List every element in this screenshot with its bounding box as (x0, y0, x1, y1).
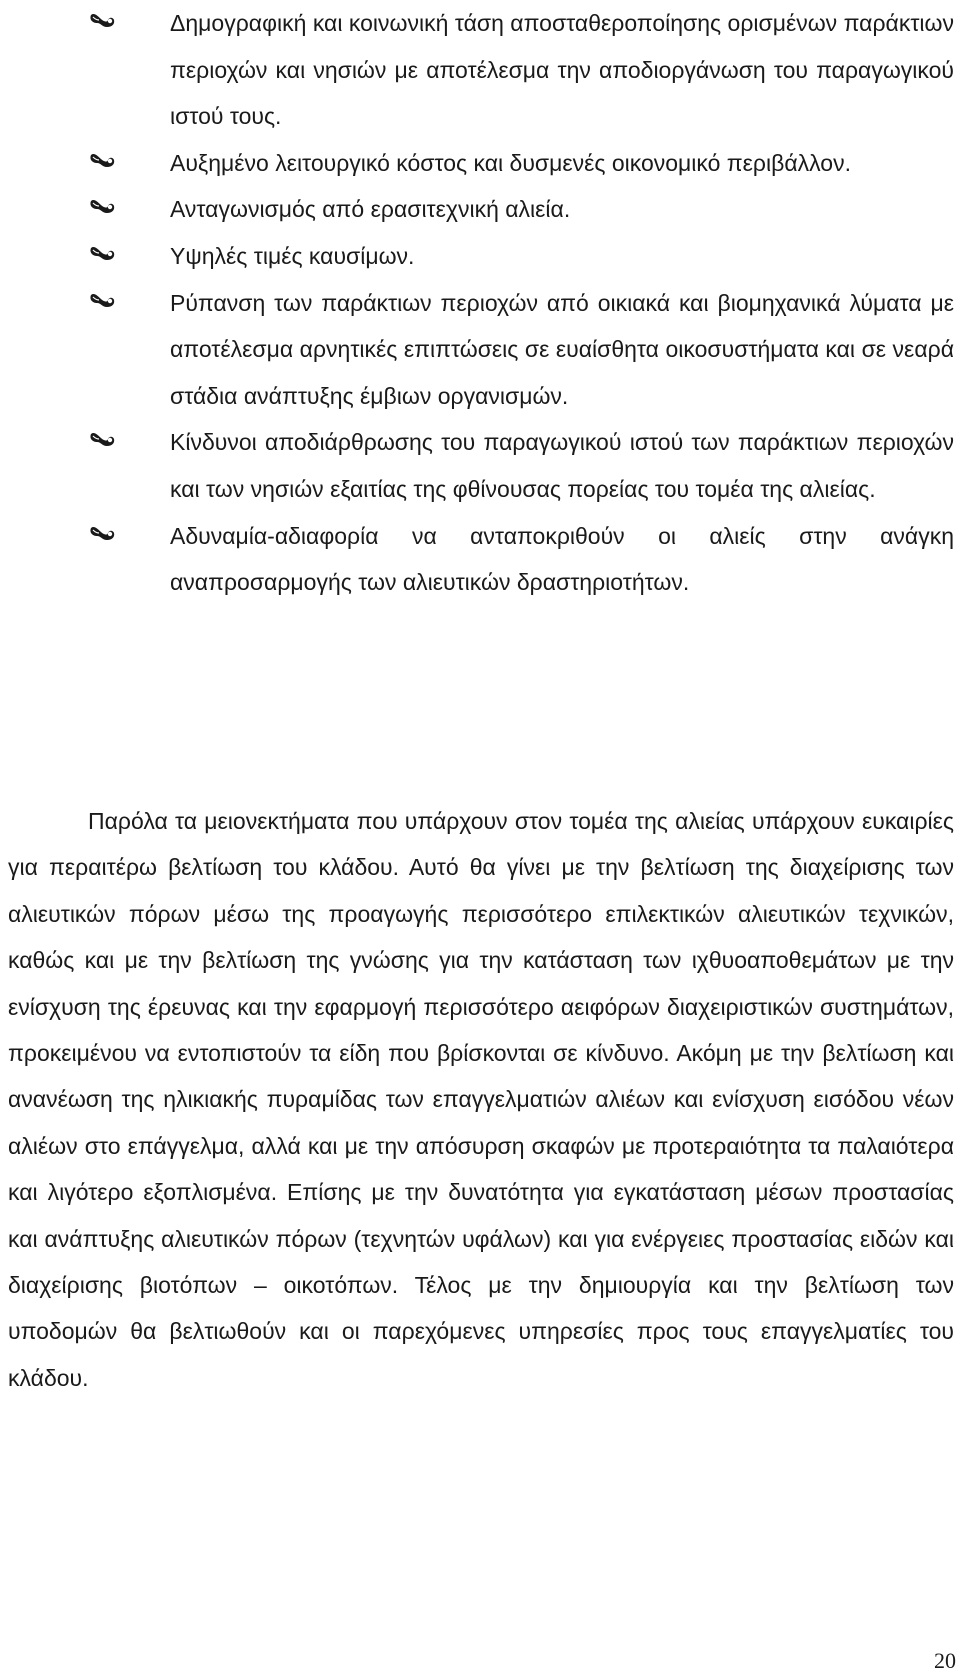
bullet-text: Ρύπανση των παράκτιων περιοχών από οικιακά και βιομηχανικά λύματα με αποτέλεσμα αρνητικές επιπτώσεις σε ευαίσθητα οικοσυστήματα και σε νεαρά στάδια ανάπτυξης έμβιων οργανισμών. (170, 289, 954, 409)
page-number: 20 (934, 1648, 956, 1673)
body-paragraph: Παρόλα τα μειονεκτήματα που υπάρχουν στον τομέα της αλιείας υπάρχουν ευκαιρίες για περαιτέρω βελτίωση του κλάδου. Αυτό θα γίνει με την βελτίωση της διαχείρισης των αλιευτικών πόρων μέσω της προαγωγής περισσότερο επιλεκτικών αλιευτικών τεχνικών, καθώς και με την βελτίωση της γνώσης για την κατάσταση των ιχθυοαποθεμάτων με την ενίσχυση της έρευνας και την εφαρμογή περισσότερο αειφόρων διαχειριστικών συστημάτων, προκειμένου να εντοπιστούν τα είδη που βρίσκονται σε κίνδυνο. Ακόμη με την βελτίωση και ανανέωση της ηλικιακής πυραμίδας των επαγγελματιών αλιέων και ενίσχυση εισόδου νέων αλιέων στο επάγγελμα, αλλά και με την απόσυρση σκαφών με προτεραιότητα τα παλαιότερα και λιγότερο εξοπλισμένα. Επίσης με την δυνατότητα για εγκατάσταση μέσων προστασίας και ανάπτυξης αλιευτικών πόρων (τεχνητών υφάλων) και για ενέργειες προστασίας ειδών και διαχείρισης βιοτόπων – οικοτόπων. Τέλος με την δημιουργία και την βελτίωση των υποδομών θα βελτιωθούν και οι παρεχόμενες υπηρεσίες προς τους επαγγελματίες του κλάδου. (8, 808, 954, 1391)
bullet-item (88, 419, 954, 512)
bullet-item (88, 233, 954, 280)
weakness-bullet-list (88, 0, 954, 606)
bullet-text: Ανταγωνισμός από ερασιτεχνική αλιεία. (170, 196, 571, 223)
bullet-item (88, 0, 954, 140)
bullet-item (88, 140, 954, 187)
ornamental-bullet-icon (88, 524, 118, 546)
bullet-text: Αυξημένο λειτουργικό κόστος και δυσμενές οικονομικό περιβάλλον. (170, 149, 851, 176)
bullet-item (88, 280, 954, 420)
bullet-item (88, 186, 954, 233)
bullet-text: Δημογραφική και κοινωνική τάση αποσταθεροποίησης ορισμένων παράκτιων περιοχών και νησιών με αποτέλεσμα την αποδιοργάνωση του παραγωγικού ιστού τους. (170, 10, 954, 130)
ornamental-bullet-icon (88, 197, 118, 219)
ornamental-bullet-icon (88, 291, 118, 313)
ornamental-bullet-icon (88, 11, 118, 33)
bullet-text: Αδυναμία-αδιαφορία να ανταποκριθούν οι αλιείς στην ανάγκη αναπροσαρμογής των αλιευτικών δραστηριοτήτων. (170, 522, 954, 596)
bullet-text: Κίνδυνοι αποδιάρθρωσης του παραγωγικού ιστού των παράκτιων περιοχών και των νησιών εξαιτίας της φθίνουσας πορείας του τομέα της αλιείας. (170, 429, 954, 502)
bullet-text: Υψηλές τιμές καυσίμων. (170, 242, 415, 269)
ornamental-bullet-icon (88, 244, 118, 266)
ornamental-bullet-icon (88, 151, 118, 173)
ornamental-bullet-icon (88, 430, 118, 452)
bullet-item (88, 513, 954, 606)
